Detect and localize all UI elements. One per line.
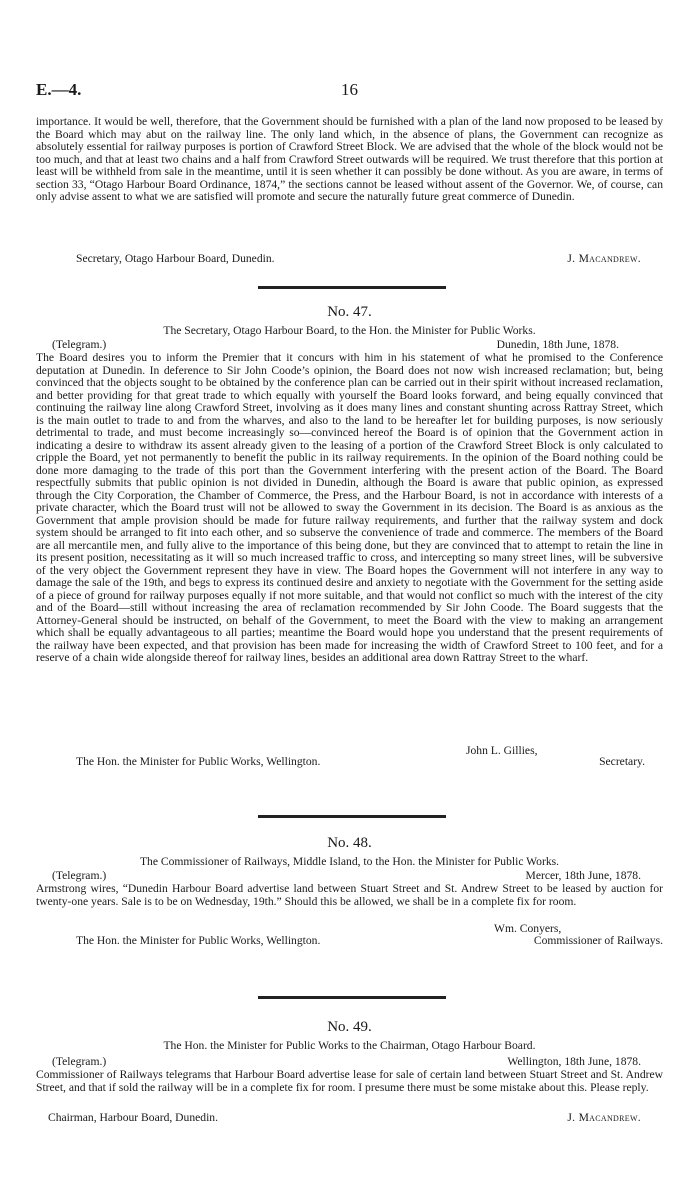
- section-divider: [258, 286, 446, 289]
- no49-dateline: Wellington, 18th June, 1878.: [507, 1055, 641, 1068]
- document-reference: E.—4.: [36, 80, 82, 99]
- no47-sign-row: [36, 756, 663, 769]
- no48-dateline: Mercer, 18th June, 1878.: [525, 869, 641, 882]
- no47-title: No. 47.: [327, 304, 372, 320]
- no49-addressee: Chairman, Harbour Board, Dunedin.: [48, 1111, 219, 1124]
- no47-addressee: The Hon. the Minister for Public Works, Wellington.: [76, 755, 321, 768]
- no47-signature-name: John L. Gillies,: [466, 744, 538, 757]
- no48-type: (Telegram.): [52, 869, 107, 882]
- no48-signature-title: Commissioner of Railways.: [533, 934, 663, 947]
- page-header: [36, 80, 663, 102]
- no48-addressee: The Hon. the Minister for Public Works, Wellington.: [76, 934, 321, 947]
- no48-sign-row: [36, 935, 663, 948]
- no49-type: (Telegram.): [52, 1055, 107, 1068]
- no49-body: Commissioner of Railways telegrams that Harbour Board advertise lease for sale of certain land between Stuart Street and St. Andrew Street, and that if sold the railway will be in a complete fix for room. I presume there must be some mistake about this. Please reply.: [36, 1068, 663, 1094]
- intro-paragraph: importance. It would be well, therefore, that the Government should be furnished with a plan of the land now proposed to be leased by the Board which may abut on the railway line. The only land which, in the absence of plans, the Government can recognize as absolutely essential for railway purposes is portion of Crawford Street Block. We are advised that the whole of the block would not be too much, and that at least two chains and a half from Crawford Street outwards will be required. We trust therefore that this portion at least will be withheld from sale in the meantime, until it is seen whether it can possibly be done without. As you are aware, in terms of section 33, “Otago Harbour Board Ordinance, 1874,” the sections cannot be leased without assent of the Governor. We, of course, can only advise assent to what we are satisfied will promote and secure the naturally future great commerce of Dunedin.: [36, 115, 663, 203]
- no47-body: The Board desires you to inform the Premier that it concurs with him in his statement of what he promised to the Conference deputation at Dunedin. In deference to Sir John Coode’s opinion, the Board does not now wish increased reclamation; but, being convinced that the objects sought to be obtained by the conference plan can be carried out in their spirit without increased reclamation, and better providing for that great trade to which equally with yourself the Board looks forward, and being equally convinced that continuing the railway line along Crawford Street, involving as it does many lines and constant shunting across Rattray Street, which is the main outlet to trade to and from the wharves, and also to the land to be hereafter let for building purposes, is now seriously detrimental to trade, and must become increasingly so—convinced hereof the Board is of opinion that the Government action in indicating a desire to withdraw its assent already given to the leasing of a portion of the Crawford Street Block is only calculated to cripple the Board, yet not permanently to benefit the public in its railway requirements. In the opinion of the Board nothing could be done more damaging to the trade of this port than the Government interfering with the present action of the Board. The Board respectfully submits that public opinion is not divided in Dunedin, although the Board is aware that public opinion, as expressed through the City Corporation, the Chamber of Commerce, the Press, and the Harbour Board, is not in accordance with interests of a private character, which the Board trust will not be allowed to sway the Government in its decision. The Board is as anxious as the Government that ample provision should be made for future railway requirements, and further that the railway system and dock system should be arranged to fit into each other, and so subserve the convenience of trade and commerce. The members of the Board are all mercantile men, and fully alive to the importance of this being done, but they are convinced that to attempt to retain the line in its present position, necessitating as it will so much increased traffic to cross, and intercepting so many street lines, will be subversive of the very object the Government represent they have in view. The Board hopes the Government will not interfere in any way to damage the sale of the 19th, and begs to express its continued desire and anxiety to negotiate with the Government for the setting aside of a piece of ground for railway purposes equally if not more suitable, and that would not conflict so much with the interest of the city and of the Board—still without increasing the area of reclamation recommended by Sir John Coode. The Board suggests that the Attorney-General should be instructed, on behalf of the Government, to meet the Board with the view to making an arrangement which shall be equally advantageous to all parties; meantime the Board would hope you understand that the present requirements of the railway have been expected, and that provision has been made for increasing the width of Crawford Street to 100 feet, and for a reserve of a chain wide alongside thereof for railway lines, besides an additional area down Rattray Street to the wharf.: [36, 351, 663, 664]
- no47-dateline: Dunedin, 18th June, 1878.: [496, 338, 619, 351]
- intro-signature: J. Macandrew.: [567, 252, 641, 265]
- intro-sign-row: [36, 253, 663, 266]
- section-divider: [258, 815, 446, 818]
- no49-signature: J. Macandrew.: [567, 1111, 641, 1124]
- page-number: 16: [341, 80, 358, 99]
- section-divider: [258, 996, 446, 999]
- no47-signature-title: Secretary.: [599, 755, 645, 768]
- no48-title: No. 48.: [327, 835, 372, 851]
- no48-heading: The Commissioner of Railways, Middle Island, to the Hon. the Minister for Public Works.: [139, 855, 560, 868]
- no48-body: Armstrong wires, “Dunedin Harbour Board advertise land between Stuart Street and St. Andrew Street to be leased by auction for twenty-one years. Sale is to be on Wednesday, 19th.” Should this be allowed, we shall be in a complete fix for room.: [36, 882, 663, 908]
- no49-sign-row: [36, 1112, 663, 1125]
- no47-heading: The Secretary, Otago Harbour Board, to the Hon. the Minister for Public Works.: [163, 324, 536, 337]
- no48-signature-name: Wm. Conyers,: [494, 922, 562, 935]
- no49-title: No. 49.: [327, 1019, 372, 1035]
- no49-heading: The Hon. the Minister for Public Works to the Chairman, Otago Harbour Board.: [163, 1039, 536, 1052]
- no47-type: (Telegram.): [52, 338, 107, 351]
- intro-addressee: Secretary, Otago Harbour Board, Dunedin.: [76, 252, 275, 265]
